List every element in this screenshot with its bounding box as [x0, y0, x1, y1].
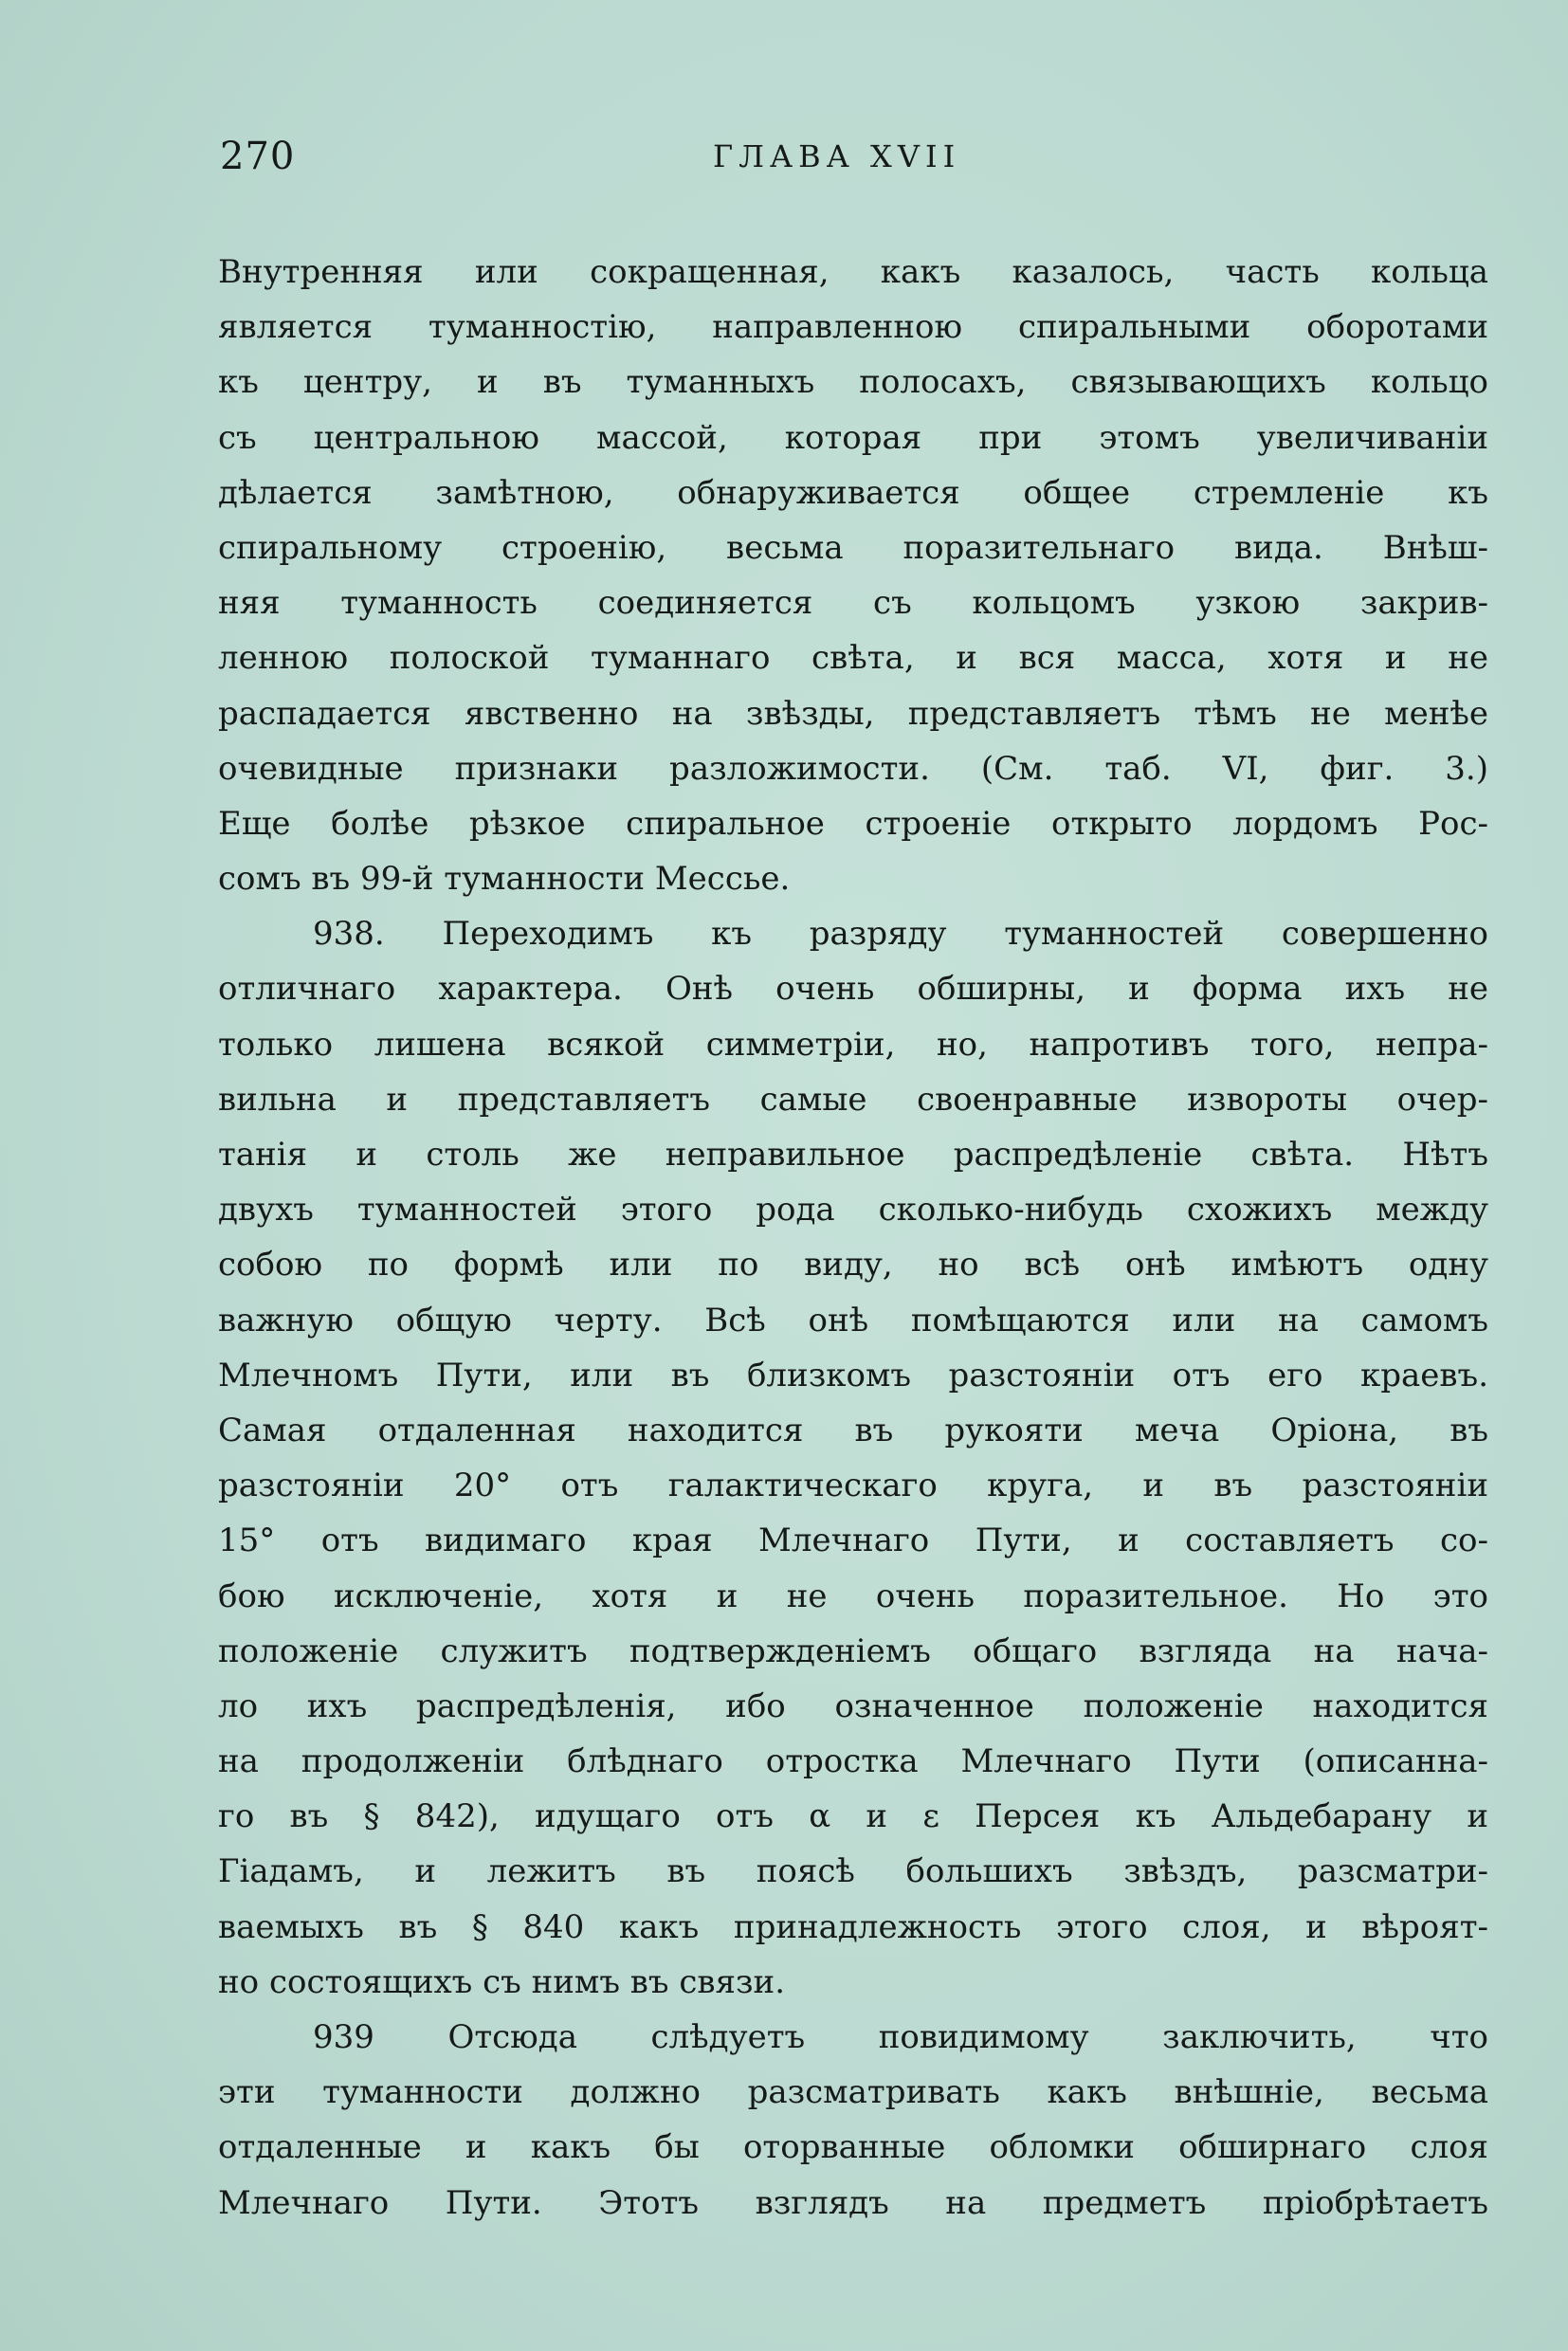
text-line: го въ § 842), идущаго отъ α и ε Персея къ Альдебарану и	[218, 1797, 1488, 1836]
text-line: двухъ туманностей этого рода сколько-нибудь схожихъ между	[218, 1191, 1488, 1230]
text-line: танія и столь же неправильное распредѣленіе свѣта. Нѣтъ	[218, 1136, 1488, 1174]
text-line: отличнаго характера. Онѣ очень обширны, и форма ихъ не	[218, 970, 1488, 1009]
text-line: бою исключеніе, хотя и не очень поразительное. Но это	[218, 1576, 1488, 1615]
text-line: ваемыхъ въ § 840 какъ принадлежность этого слоя, и вѣроят-	[218, 1907, 1488, 1946]
running-head: ГЛАВА XVII	[713, 138, 961, 174]
text-line: сомъ въ 99-й туманности Мессье.	[218, 860, 791, 899]
text-line: Внутренняя или сокращенная, какъ казалось, часть кольца	[218, 253, 1488, 291]
text-line: спиральному строенію, весьма поразительнаго вида. Внѣш-	[218, 528, 1488, 567]
text-line: отдаленные и какъ бы оторванные обломки обширнаго слоя	[218, 2128, 1488, 2167]
page-number: 270	[220, 135, 296, 178]
text-line: Гіадамъ, и лежитъ въ поясѣ большихъ звѣздъ, разсматри-	[218, 1852, 1488, 1891]
text-line: ло ихъ распредѣленія, ибо означенное положеніе находится	[218, 1686, 1488, 1725]
text-line: важную общую черту. Всѣ онѣ помѣщаются или на самомъ	[218, 1301, 1488, 1340]
text-line: 938. Переходимъ къ разряду туманностей совершенно	[313, 915, 1488, 954]
text-line: 939 Отсюда слѣдуетъ повидимому заключить, что	[313, 2018, 1488, 2056]
text-line: является туманностію, направленною спиральными оборотами	[218, 308, 1488, 347]
text-line: дѣлается замѣтною, обнаруживается общее стремленіе къ	[218, 473, 1488, 512]
text-line: 15° отъ видимаго края Млечнаго Пути, и составляетъ со-	[218, 1522, 1488, 1560]
text-line: положеніе служитъ подтвержденіемъ общаго взгляда на нача-	[218, 1631, 1488, 1670]
text-line: Самая отдаленная находится въ рукояти меча Оріона, въ	[218, 1411, 1488, 1449]
text-line: собою по формѣ или по виду, но всѣ онѣ имѣютъ одну	[218, 1246, 1488, 1285]
text-line: но состоящихъ съ нимъ въ связи.	[218, 1962, 786, 2001]
text-line: разстояніи 20° отъ галактическаго круга, и въ разстояніи	[218, 1467, 1488, 1505]
text-line: няя туманность соединяется съ кольцомъ узкою закрив-	[218, 584, 1488, 623]
text-line: эти туманности должно разсматривать какъ внѣшніе, весьма	[218, 2073, 1488, 2112]
body-text	[218, 245, 1488, 2231]
text-line: съ центральною массой, которая при этомъ увеличиваніи	[218, 418, 1488, 457]
text-line: Млечнаго Пути. Этотъ взглядъ на предметъ пріобрѣтаетъ	[218, 2183, 1488, 2222]
text-line: къ центру, и въ туманныхъ полосахъ, связывающихъ кольцо	[218, 363, 1488, 402]
text-line: только лишена всякой симметріи, но, напротивъ того, непра-	[218, 1025, 1488, 1064]
text-line: вильна и представляетъ самые своенравные извороты очер-	[218, 1080, 1488, 1119]
text-line: на продолженіи блѣднаго отростка Млечнаго Пути (описанна-	[218, 1742, 1488, 1781]
text-line: очевидные признаки разложимости. (См. таб. VI, фиг. 3.)	[218, 749, 1488, 788]
page-header	[220, 135, 1490, 191]
text-line: распадается явственно на звѣзды, представляетъ тѣмъ не менѣе	[218, 694, 1488, 733]
text-line: ленною полоской туманнаго свѣта, и вся масса, хотя и не	[218, 639, 1488, 678]
text-line: Еще болѣе рѣзкое спиральное строеніе открыто лордомъ Рос-	[218, 804, 1488, 843]
text-line: Млечномъ Пути, или въ близкомъ разстояніи отъ его краевъ.	[218, 1356, 1488, 1394]
